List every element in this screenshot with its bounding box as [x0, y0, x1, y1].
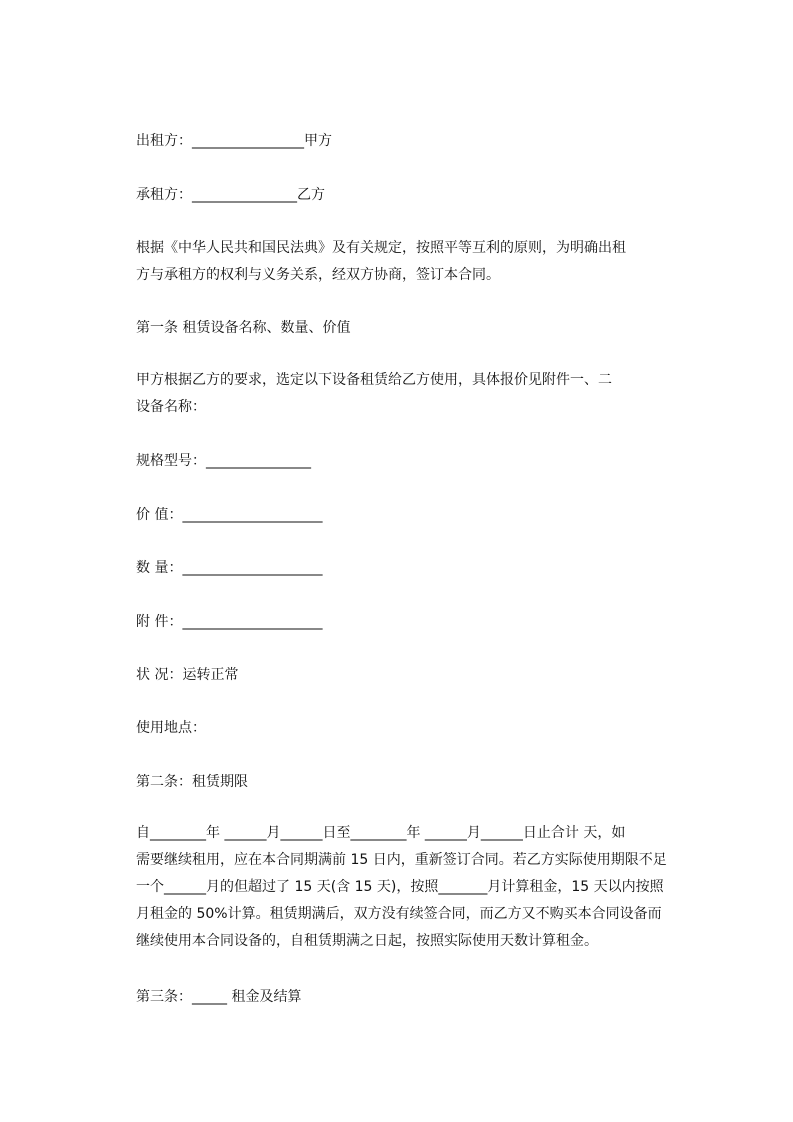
article2-line: 月租金的 50%计算。租赁期满后，双方没有续签合同，而乙方又不购买本合同设备而	[136, 906, 662, 922]
article2-line: 一个______月的但超过了 15 天(含 15 天)，按照_______月计算租金，15 天以内按照	[136, 879, 664, 895]
intro-paragraph	[136, 235, 708, 289]
location-line: 使用地点：	[136, 720, 206, 736]
condition-line: 状 况：运转正常	[136, 667, 239, 683]
lessee-line: 承租方：_______________乙方	[136, 187, 325, 203]
article2-line: 需要继续租用，应在本合同期满前 15 日内，重新签订合同。若乙方实际使用期限不足	[136, 852, 667, 868]
article2-heading: 第二条：租赁期限	[136, 774, 248, 790]
quantity-line: 数 量：____________________	[136, 560, 323, 576]
intro-line: 方与承租方的权利与义务关系，经双方协商，签订本合同。	[136, 267, 500, 283]
value-line: 价 值：____________________	[136, 507, 323, 523]
lessor-line: 出租方：________________甲方	[136, 133, 332, 149]
article1-line: 甲方根据乙方的要求，选定以下设备租赁给乙方使用，具体报价见附件一、二	[136, 372, 612, 388]
model-line: 规格型号：_______________	[136, 453, 311, 469]
article2-line: 自________年 ______月______日至________年 ______月______日止合计 天，如	[136, 825, 626, 841]
article1-line: 设备名称：	[136, 399, 206, 415]
article1-paragraph	[136, 367, 708, 421]
attachment-line: 附 件：____________________	[136, 614, 323, 630]
intro-line: 根据《中华人民共和国民法典》及有关规定，按照平等互利的原则，为明确出租	[136, 240, 626, 256]
article2-line: 继续使用本合同设备的，自租赁期满之日起，按照实际使用天数计算租金。	[136, 933, 598, 949]
article3-heading: 第三条：_____ 租金及结算	[136, 989, 302, 1005]
article2-paragraph	[136, 820, 708, 955]
article1-heading: 第一条 租赁设备名称、数量、价值	[136, 320, 351, 336]
